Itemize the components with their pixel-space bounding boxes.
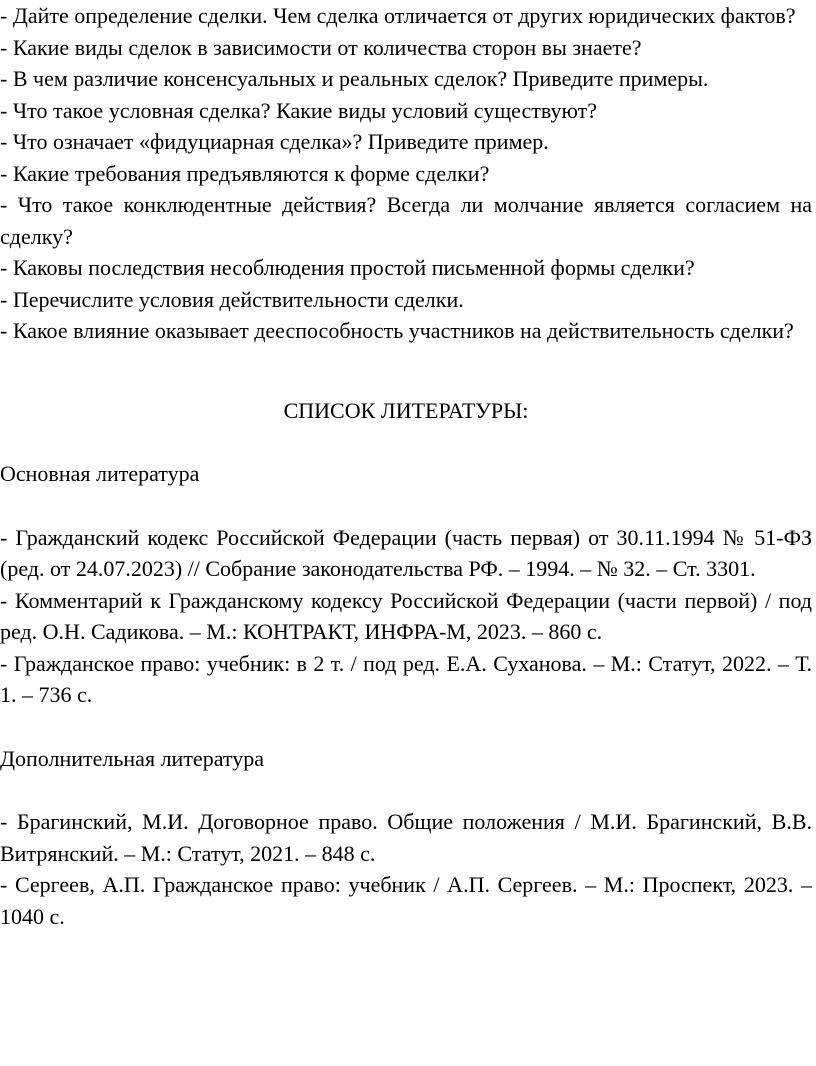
main-literature-list	[0, 522, 812, 711]
reference-item: - Сергеев, А.П. Гражданское право: учебник / А.П. Сергеев. – М.: Проспект, 2023. – 1040 с.	[0, 872, 812, 929]
reference-item: - Гражданский кодекс Российской Федерации (часть первая) от 30.11.1994 № 51-ФЗ (ред. от 24.07.2023) // Собрание законодательства РФ. – 1994. – № 32. – Ст. 3301.	[0, 524, 812, 581]
review-questions-list	[0, 0, 812, 347]
reference-item: - Комментарий к Гражданскому кодексу Российской Федерации (части первой) / под ред. О.Н. Садикова. – М.: КОНТРАКТ, ИНФРА-М, 2023. – 860 с.	[0, 587, 812, 644]
literature-title: СПИСОК ЛИТЕРАТУРЫ:	[283, 397, 529, 423]
question-item: - Какое влияние оказывает дееспособность участников на действительность сделки?	[0, 318, 794, 343]
additional-literature-heading: Дополнительная литература	[0, 745, 264, 771]
question-item: - Перечислите условия действительности сделки.	[0, 286, 464, 312]
additional-literature-list	[0, 806, 812, 932]
reference-item: - Гражданское право: учебник: в 2 т. / под ред. Е.А. Суханова. – М.: Статут, 2022. – Т. 1. – 736 с.	[0, 650, 812, 707]
question-item: - Дайте определение сделки. Чем сделка отличается от других юридических фактов?	[0, 3, 796, 28]
question-item: - Какие виды сделок в зависимости от количества сторон вы знаете?	[0, 34, 642, 60]
question-item: - Что такое конклюдентные действия? Всегда ли молчание является согласием на сделку?	[0, 192, 812, 249]
reference-item: - Брагинский, М.И. Договорное право. Общие положения / М.И. Брагинский, В.В. Витрянский. – М.: Статут, 2021. – 848 с.	[0, 809, 812, 866]
question-item: - В чем различие консенсуальных и реальных сделок? Приведите примеры.	[0, 66, 709, 91]
question-item: - Каковы последствия несоблюдения простой письменной формы сделки?	[0, 255, 695, 280]
question-item: - Какие требования предъявляются к форме сделки?	[0, 160, 490, 186]
main-literature-heading: Основная литература	[0, 461, 200, 486]
question-item: - Что означает «фидуциарная сделка»? Приведите пример.	[0, 129, 549, 154]
question-item: - Что такое условная сделка? Какие виды условий существуют?	[0, 97, 598, 123]
